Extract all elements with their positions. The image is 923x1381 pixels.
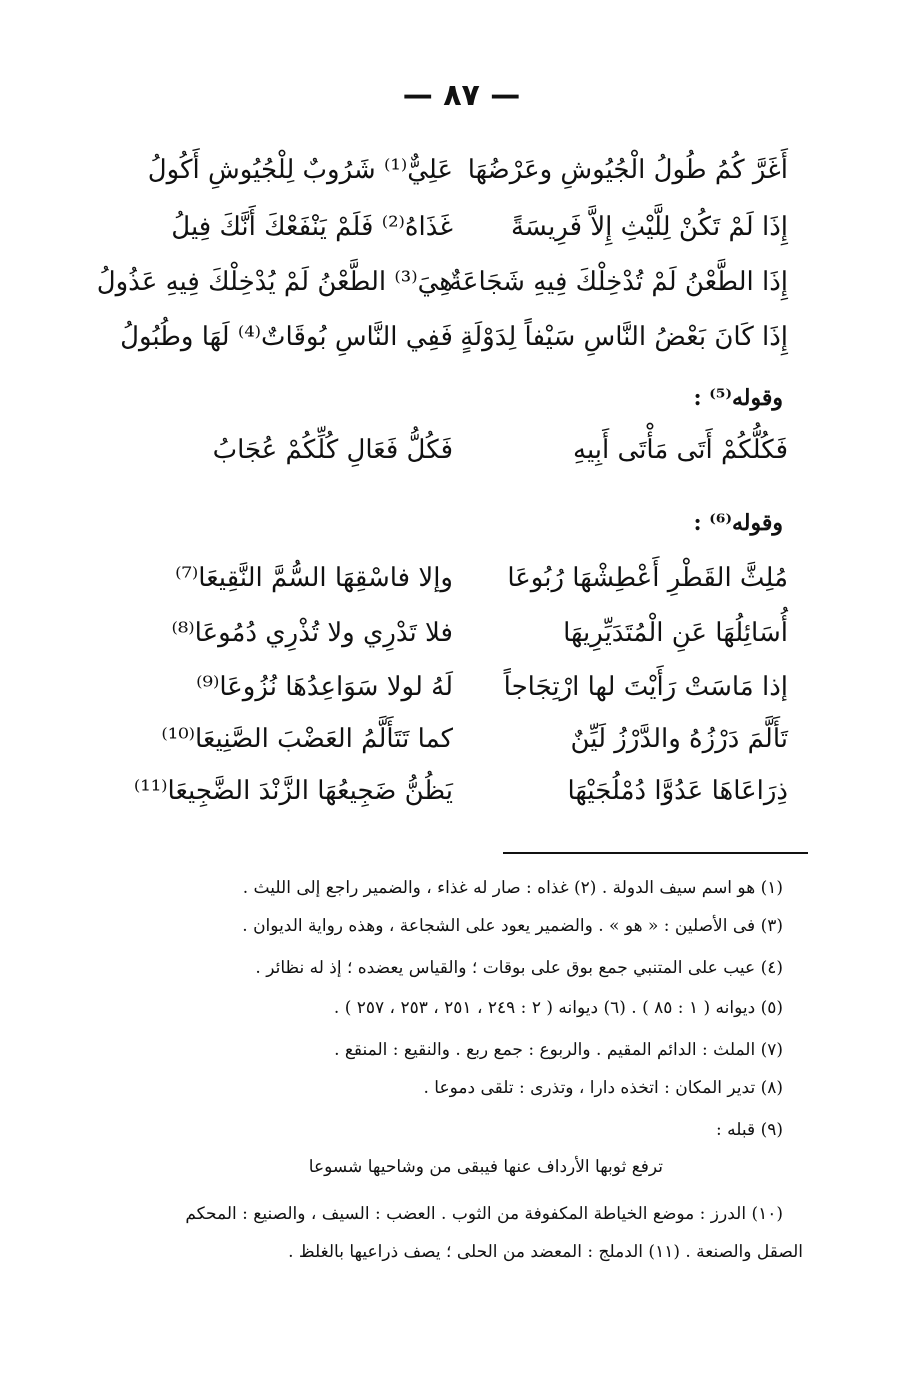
verse-intro: وقوله⁽⁶⁾ : [693, 510, 783, 536]
verse-line [0, 425, 923, 475]
verse-first-hemistich: أَغَرَّ كُمُ طُولُ الْجُيُوشِ وعَرْضُهَا [467, 155, 788, 185]
footnote-line: الصقل والصنعة . (١١) الدملج : المعضد من الحلى ؛ يصف ذراعيها بالغلظ . [288, 1242, 803, 1262]
footnote-line: (٤) عيب على المتنبي جمع بوق على بوقات ؛ والقياس يعضده ؛ إذ له نظائر . [255, 958, 783, 978]
verse-line [0, 202, 923, 252]
verse-line [0, 766, 923, 816]
verse-first-hemistich: مُلِثَّ القَطْرِ أَعْطِشْهَا رُبُوعَا [507, 563, 788, 593]
verse-first-hemistich: إِذَا لَمْ تَكُنْ لِلَّيْثِ إِلاَّ فَرِيسَةً [510, 212, 788, 242]
verse-line [0, 608, 923, 658]
verse-second-hemistich: كما تَتَأَلَّمُ العَضْبَ الصَّنِيعَا⁽¹⁰⁾ [161, 724, 453, 754]
page-number: — ٨٧ — [402, 78, 521, 113]
footnote-line: (٧) الملث : الدائم المقيم . والربوع : جمع ربع . والنقيع : المنقع . [334, 1040, 783, 1060]
footnote-line: (٥) ديوانه ( ١ : ٨٥ ) . (٦) ديوانه ( ٢ : ٢٤٩ ، ٢٥١ ، ٢٥٣ ، ٢٥٧ ) . [333, 998, 783, 1018]
verse-line [0, 714, 923, 764]
verse-first-hemistich: فَكُلُّكُمْ أَتَى مَأْتَى أَبِيهِ [573, 435, 788, 465]
verse-line [0, 662, 923, 712]
verse-line [0, 145, 923, 195]
verse-first-hemistich: إذا مَاسَتْ رَأَيْتَ لها ارْتِجَاجاً [503, 672, 788, 702]
verse-line [0, 257, 923, 307]
verse-second-hemistich: عَلِيٌّ⁽¹⁾ شَرُوبٌ لِلْجُيُوشِ أَكُولُ [147, 155, 453, 185]
verse-second-hemistich: يَظُنُّ ضَجِيعُهَا الزَّنْدَ الضَّجِيعَا⁽¹¹⁾ [133, 776, 453, 806]
verse-line [0, 553, 923, 603]
verse-second-hemistich: لَهُ لولا سَوَاعِدُهَا نُزُوعَا⁽⁹⁾ [196, 672, 453, 702]
verse-second-hemistich: فلا تَدْرِي ولا تُذْرِي دُمُوعَا⁽⁸⁾ [171, 618, 453, 648]
footnote-line: (١) هو اسم سيف الدولة . (٢) غذاه : صار له غذاء ، والضمير راجع إلى الليث . [242, 878, 783, 898]
verse-first-hemistich: ذِرَاعَاهَا عَدُوَّا دُمْلُجَيْهَا [567, 776, 788, 806]
verse-second-hemistich: فَكُلُّ فَعَالِ كُلِّكُمْ عُجَابُ [212, 435, 453, 465]
verse-second-hemistich: فَفِي النَّاسِ بُوقَاتٌ⁽⁴⁾ لَهَا وطُبُولُ [120, 322, 453, 352]
verse-intro: وقوله⁽⁵⁾ : [693, 385, 783, 411]
footnote-verse: ترفع ثوبها الأرداف عنها فيبقى من وشاحيها شسوعا [308, 1157, 663, 1177]
footnote-line: (٩) قبله : [716, 1120, 783, 1140]
footnote-line: (٨) تدير المكان : اتخذه دارا ، وتذرى : تلقى دموعا . [423, 1078, 783, 1098]
footnote-line: (٣) فى الأصلين : « هو » . والضمير يعود على الشجاعة ، وهذه رواية الديوان . [242, 916, 783, 936]
verse-second-hemistich: وإلا فاسْقِهَا السُّمَّ النَّقِيعَا⁽⁷⁾ [175, 563, 453, 593]
verse-second-hemistich: غَذَاهُ⁽²⁾ فَلَمْ يَنْفَعْكَ أَنَّكَ فِيلُ [171, 212, 453, 242]
footnote-line: (١٠) الدرز : موضع الخياطة المكفوفة من الثوب . العضب : السيف ، والصنيع : المحكم [185, 1204, 783, 1224]
verse-second-hemistich: هِيَ⁽³⁾ الطَّعْنُ لَمْ يُدْخِلْكَ فِيهِ عَذُولُ [96, 267, 453, 297]
verse-first-hemistich: إِذَا الطَّعْنُ لَمْ تُدْخِلْكَ فِيهِ شَجَاعَةٌ [448, 267, 788, 297]
footnote-divider [503, 852, 808, 854]
verse-line [0, 312, 923, 362]
verse-first-hemistich: تَأَلَّمَ دَرْزُهُ والدَّرْزُ لَيِّنٌ [570, 724, 788, 754]
verse-first-hemistich: أُسَائِلُهَا عَنِ الْمُتَدَيِّرِيهَا [563, 618, 788, 648]
verse-first-hemistich: إِذَا كَانَ بَعْضُ النَّاسِ سَيْفاً لِدَوْلَةٍ [460, 322, 788, 352]
